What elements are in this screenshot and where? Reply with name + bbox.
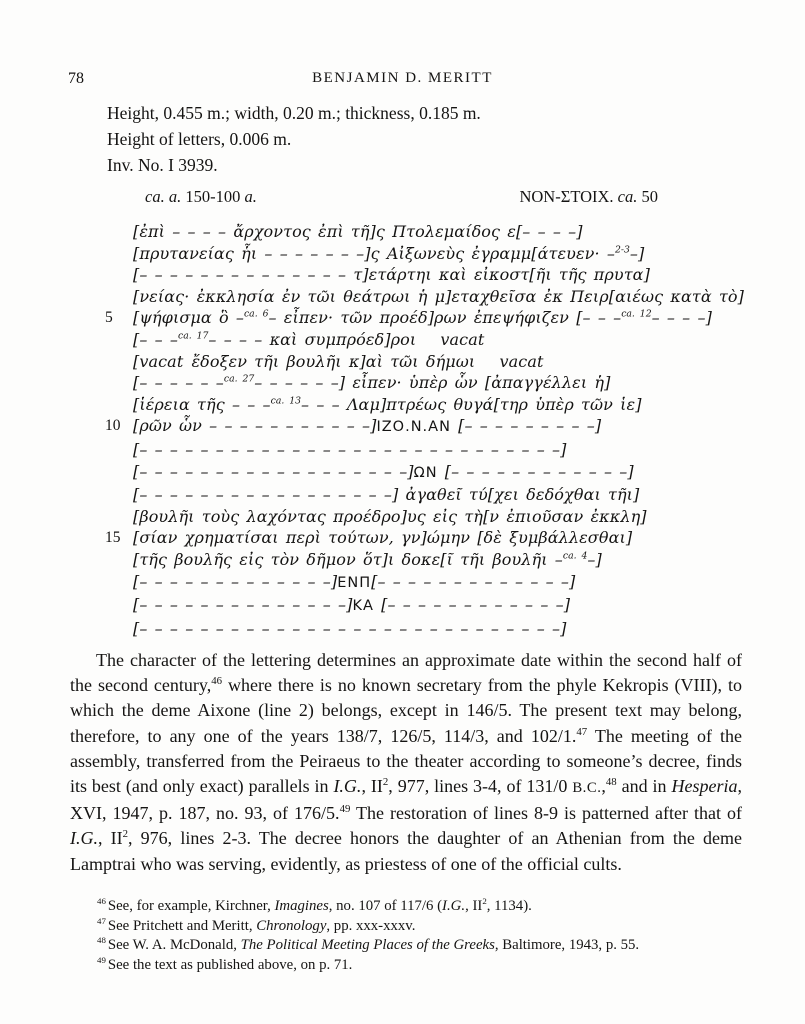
inscription-text: [ρῶν ὧν – – – – – – – – – – –]ΙΖΟ.Ν.ΑΝ [– – – – – – – – –]	[133, 416, 602, 436]
line-number	[105, 394, 133, 416]
running-header	[0, 70, 805, 90]
commentary-paragraph: The character of the lettering determines an approximate date within the second half of the second century,$^{46}$ where there is no known secretary from the phyle Kekropis (VIII), to which the deme Aixone (line 2) belongs, except in 146/5. The present text may belong, therefore, to any one of the years 138/7, 126/5, 114/3, and 102/1.47 The meeting of the assembly, transferred from the Peiraeus to the theater according to someone’s decree, finds its best (and only exact) parallels in I.G., $II^2$, 977, lines 3-4, of 131/0 B.C.,$^{48}$ and in Hesperia, XVI, 1947, p. 187, no. 93, of 176/5.49 The restoration of lines 8-9 is patterned after that of I.G., $II^2$, 976, lines 2-3. The decree honors the daughter of an Athenian from the deme Lamptrai who was serving, evidently, as priestess of one of the official cults.	[70, 650, 743, 874]
inscription-line	[105, 415, 685, 439]
footnotes	[97, 897, 757, 975]
inscription-text: [– – – – – – – – – – – – – – – – –] ἀγαθεῖ τύ[χει δεδόχθαι τῆι]	[133, 485, 640, 505]
line-number	[105, 372, 133, 394]
inscription-line	[105, 329, 685, 351]
line-number: 5	[105, 309, 113, 327]
inscription-line	[105, 394, 685, 416]
footnote: $^{46}$ See, for example, Kirchner, Imagines, no. 107 of 117/6 (I.G., $II^2$, 1134).	[97, 896, 532, 914]
footnote-marker: 46	[97, 896, 106, 907]
inscription-line	[105, 484, 685, 506]
inscription-line	[105, 594, 685, 618]
footnote: $^{48}$ See W. A. McDonald, The Political Meeting Places of the Greeks, Baltimore, 1943, p. 55.	[97, 935, 640, 954]
inscription-line	[105, 549, 685, 571]
line-number: 10	[105, 417, 121, 435]
line-number	[105, 439, 133, 461]
inscription-line	[105, 243, 685, 265]
inscription-text: [νείας· ἐκκλησία ἐν τῶι θεάτρωι ἡ μ]εταχθεῖσα ἐκ Πειρ[αιέως κατὰ τὸ]	[133, 286, 744, 306]
line-number	[105, 329, 133, 351]
line-number	[105, 484, 133, 506]
line-number: 15	[105, 529, 121, 547]
inscription-text: [– – – – – – – – – – – – – –]ΚΑ [– – – – – – – – – – – –]	[133, 595, 571, 615]
inscription-text: [σίαν χρηματίσαι περὶ τούτων, γν]ώμην [δὲ ξυμβάλλεσθαι]	[133, 528, 633, 548]
inscription-text: [– – – – – – – – – – – – – – – – – – – – – – – – – – – –]	[133, 439, 567, 459]
inscription-line	[105, 461, 685, 485]
page-number: 78	[68, 70, 84, 87]
description-block	[107, 100, 481, 178]
inscription-line	[105, 351, 685, 373]
inscription-text: [vacat ἔδοξεν τῆι βουλῆι κ]αὶ τῶι δήμωι vacat	[133, 351, 544, 371]
inscription-line	[105, 307, 712, 329]
inscription-text: [τῆς βουλῆς εἰς τὸν δῆμον ὅτ]ι δοκε[ῖ τῆι βουλῆι –$^{ca. 4}$–]	[133, 549, 602, 569]
description-line: Height of letters, 0.006 m.	[107, 129, 292, 149]
date-range: ca. a. 150-100 a.	[145, 187, 257, 206]
inscription-text: [ψήφισμα ὃ –$^{ca. 6}$– εἶπεν· τῶν προέδ]ρων ἐπεψήφιζεν [– – –$^{ca. 12}$– – – –]	[133, 308, 712, 328]
inscription	[105, 221, 744, 639]
footnote: $^{47}$ See Pritchett and Meritt, Chronology, pp. xxx-xxxv.	[97, 915, 416, 934]
footnote-marker: 48	[97, 935, 106, 946]
inscription-text: [– – –$^{ca. 17}$– – – – καὶ συμπρόεδ]ροι vacat	[133, 329, 485, 349]
line-number	[105, 243, 133, 265]
inscription-line	[105, 221, 685, 243]
inscription-line	[105, 286, 744, 308]
inscription-text: [– – – – – – – – – – – – –]ΕΝΠ[– – – – – – – – – – – – –]	[133, 571, 576, 591]
inscription-line	[105, 571, 685, 595]
inscription-text: [– – – – – – – – – – – – – – – – – –]ΩΝ [– – – – – – – – – – – –]	[133, 461, 634, 481]
line-number	[105, 351, 133, 373]
inscription-text: [– – – – – –$^{ca. 27}$– – – – – –] εἶπεν· ὑπὲρ ὧν [ἀπαγγέλλει ἡ]	[133, 373, 611, 393]
inscription-line	[105, 372, 685, 394]
line-number	[105, 221, 133, 243]
footnote-marker: 49	[97, 954, 106, 965]
description-line: Height, 0.455 m.; width, 0.20 m.; thickness, 0.185 m.	[107, 103, 481, 123]
heading-row	[145, 187, 658, 207]
line-number	[105, 286, 133, 308]
inscription-text: [– – – – – – – – – – – – – – – – – – – – – – – – – – – –]	[133, 618, 567, 638]
inscription-line	[105, 506, 685, 528]
line-number	[105, 549, 133, 571]
footnote-marker: 47	[97, 915, 106, 926]
running-head-author: BENJAMIN D. MERITT	[312, 70, 493, 86]
inscription-line	[105, 264, 685, 286]
footnote: $^{49}$ See the text as published above, on p. 71.	[97, 954, 353, 973]
line-number	[105, 264, 133, 286]
commentary	[70, 648, 742, 877]
inscription-text: [ἱέρεια τῆς – – –$^{ca. 13}$– – – Λαμ]πτρέως θυγά[τηρ ὑπὲρ τῶν ἱε]	[133, 394, 642, 414]
inscription-line	[105, 618, 685, 640]
stoichedon-note: NON-ΣΤΟΙΧ. ca. 50	[519, 187, 658, 206]
inscription-text: [πρυτανείας ἧι – – – – – – –]ς Αἰξωνεὺς ἐγραμμ[άτευεν· –$^{2-3}$–]	[133, 243, 645, 263]
line-number	[105, 571, 133, 595]
inscription-line	[105, 439, 685, 461]
inscription-text: [βουλῆι τοὺς λαχόντας προέδρο]υς εἰς τὴ[ν ἐπιοῦσαν ἐκκλη]	[133, 506, 647, 526]
inscription-text: [ἐπὶ – – – – ἄρχοντος ἐπὶ τῆ]ς Πτολεμαίδος ε[– – – –]	[133, 222, 583, 241]
line-number	[105, 618, 133, 640]
description-line: Inv. No. I 3939.	[107, 155, 218, 175]
inscription-line	[105, 527, 685, 549]
line-number	[105, 506, 133, 528]
inscription-text: [– – – – – – – – – – – – – – τ]ετάρτηι καὶ εἰκοστ[ῆι τῆς πρυτα]	[133, 265, 650, 285]
line-number	[105, 461, 133, 485]
line-number	[105, 594, 133, 618]
